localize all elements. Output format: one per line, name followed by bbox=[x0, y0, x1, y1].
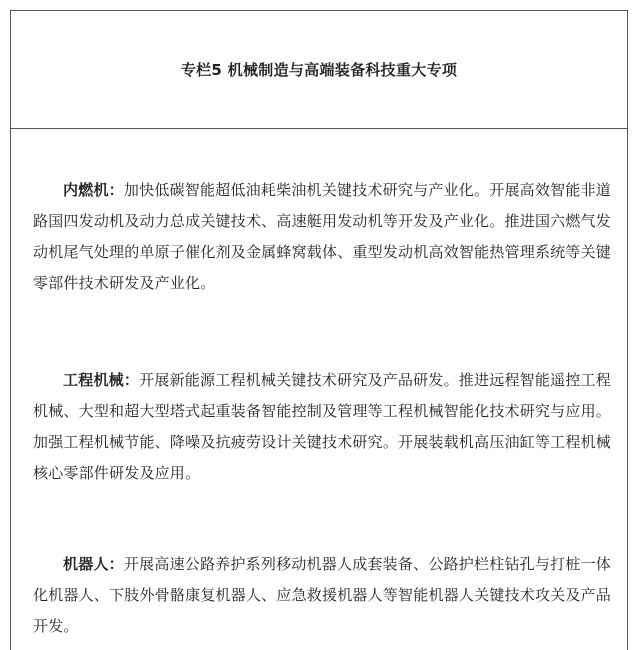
page-title: 专栏5 机械制造与高端装备科技重大专项 bbox=[180, 61, 458, 79]
section-robots bbox=[33, 549, 611, 642]
section-label: 内燃机： bbox=[63, 181, 124, 199]
section-text: 开展新能源工程机械关键技术研究及产品研发。推进远程智能遥控工程机械、大型和超大型塔式起重装备智能控制及管理等工程机械智能化技术研究与应用。加强工程机械节能、降噪及抗疲劳设计关键技术研究。开展装载机高压油缸等工程机械核心零部件研发及应用。 bbox=[33, 371, 611, 482]
section-label: 工程机械： bbox=[63, 371, 140, 389]
title-header bbox=[11, 11, 627, 129]
section-internal-combustion-engine bbox=[33, 175, 611, 299]
section-text: 开展高速公路养护系列移动机器人成套装备、公路护栏柱钻孔与打桩一体化机器人、下肢外骨骼康复机器人、应急救援机器人等智能机器人关键技术攻关及产品开发。 bbox=[33, 555, 611, 635]
section-text: 加快低碳智能超低油耗柴油机关键技术研究与产业化。开展高效智能非道路国四发动机及动力总成关键技术、高速艇用发动机等开发及产业化。推进国六燃气发动机尾气处理的单原子催化剂及金属蜂窝载体、重型发动机高效智能热管理系统等关键零部件技术研发及产业化。 bbox=[33, 181, 611, 292]
section-engineering-machinery bbox=[33, 365, 611, 489]
document-frame bbox=[10, 10, 628, 650]
section-label: 机器人： bbox=[63, 555, 124, 573]
